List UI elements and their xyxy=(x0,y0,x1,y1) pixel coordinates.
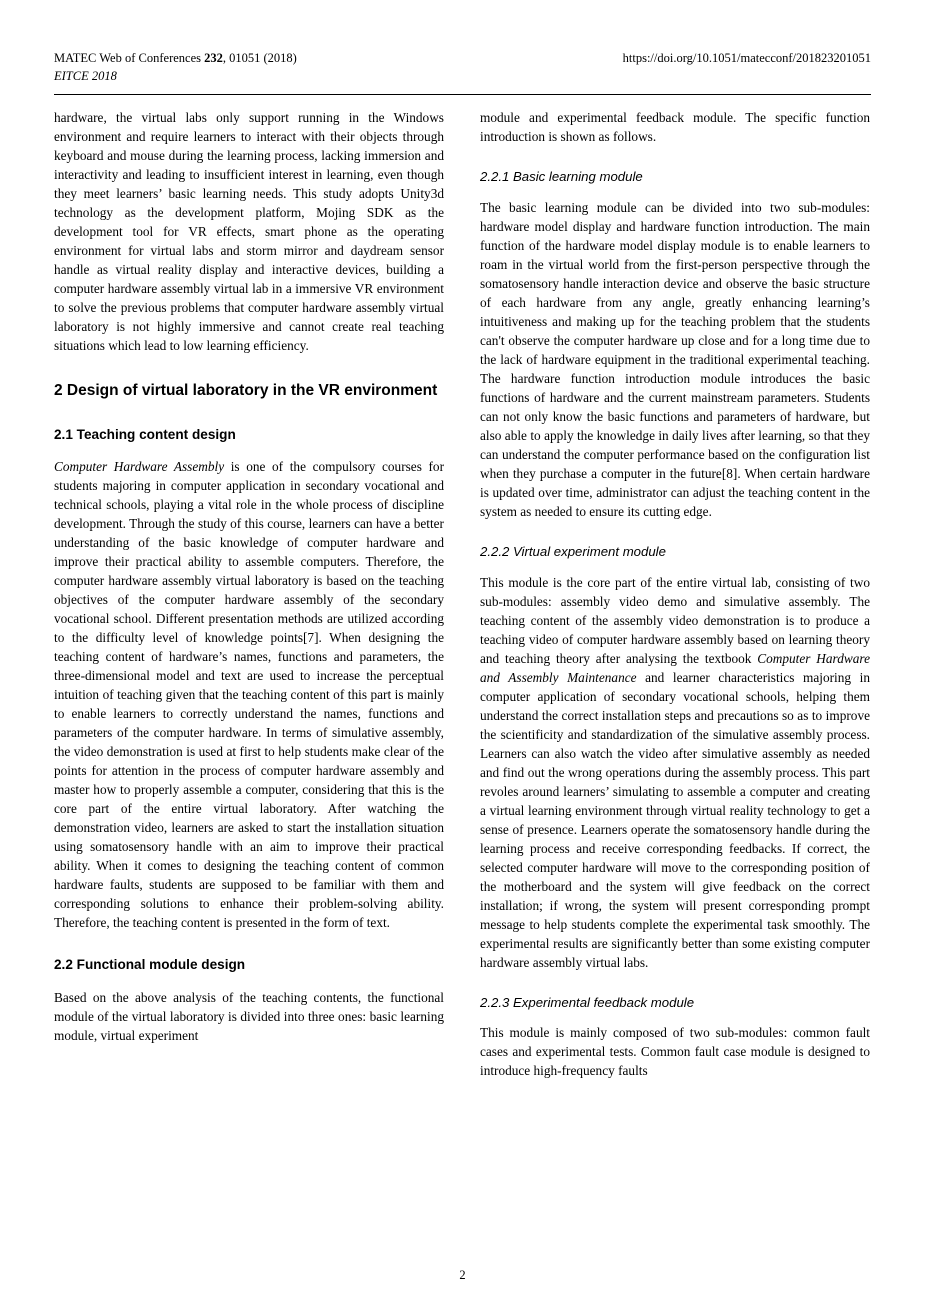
header-divider xyxy=(54,94,871,95)
section-heading-2: 2 Design of virtual laboratory in the VR environment xyxy=(54,382,438,399)
paragraph: hardware, the virtual labs only support running in the Windows environment and require learners to interact with their objects through keyboard and mouse during the learning process, lacking immersion and interactivity and leading to insufficient interest in learning, even though they meet learners’ basic learning needs. This study adopts Unity3d technology as the development platform, Mojing SDK as the development tool for VR effects, smart phone as the operating environment for virtual labs and storm mirror and daydream sensor handle as virtual reality display and interactive devices, building a computer hardware assembly virtual lab in a immersive VR environment to solve the previous problems that computer hardware assembly virtual laboratory is not highly immersive and cannot create real teaching situations which lead to low learning efficiency. xyxy=(54,110,444,353)
paragraph: The basic learning module can be divided into two sub-modules: hardware model display and hardware function introduction. The main function of the hardware model display module is to enable learners to roam in the virtual world from the first-person perspective through the somatosensory handle interaction device and observe the basic structure of each hardware from any angle, greatly enhancing learning’s intuitiveness and making up for the teaching problem that the students can't observe the computer hardware up close and for a long time due to the lack of hardware equipment in the traditional experimental teaching. The hardware function introduction module introduces the basic functions of hardware and the current mainstream parameters. Students can not only know the basic functions and parameters of hardware, but also able to apply the knowledge in daily lives after learning, so that they can understand the computer performance based on the configuration list when they purchase a computer in the future[8]. When certain hardware is updated over time, administrator can adjust the teaching content in the system as needed to ensure its cutting edge. xyxy=(480,199,870,519)
paragraph: module and experimental feedback module. The specific function introduction is shown as follows. xyxy=(480,110,870,144)
left-column xyxy=(54,108,444,1080)
journal-citation xyxy=(54,50,297,67)
paragraph-text: and learner characteristics majoring in computer application of secondary vocational schools, helping them understand the correct installation steps and precautions so as to improve the scientificity and standardization of the simulative assembly process. Learners can also watch the video after simulative assembly as needed and find out the wrong operations during the assembly process. This part revoles around learners’ simulating to assemble a computer and creating a virtual learning environment through virtual reality technology to get a sense of presence. Learners operate the somatosensory handle during the learning process and receive corresponding feedbacks. If correct, the selected computer hardware will move to the corresponding position of the motherboard and the system will give feedback on the correct installation; if wrong, the system will present corresponding prompt message to help students complete the experimental task smoothly. The experimental results are significantly better than some existing computer hardware assembly virtual labs. xyxy=(480,669,870,970)
page-header xyxy=(54,50,871,85)
subsubsection-heading-2-2-2: 2.2.2 Virtual experiment module xyxy=(480,543,666,559)
journal-article-info: , 01051 (2018) xyxy=(222,51,297,65)
book-title-italic: Computer Hardware Assembly xyxy=(54,459,225,475)
paragraph: Based on the above analysis of the teaching contents, the functional module of the virtual laboratory is divided into three ones: basic learning module, virtual experiment xyxy=(54,989,444,1043)
journal-title: MATEC Web of Conferences xyxy=(54,51,205,65)
right-column xyxy=(480,108,870,1080)
page-number: 2 xyxy=(459,1268,466,1282)
paragraph-text: This module is the core part of the entire virtual lab, consisting of two sub-modules: assembly video demo and simulative assembly. The teaching content of the assembly video demonstration is to produce a teaching video of computer hardware assembly based on learning theory and teaching theory after analysing the textbook xyxy=(480,574,870,666)
subsection-heading-2-2: 2.2 Functional module design xyxy=(54,957,246,973)
subsubsection-heading-2-2-1: 2.2.1 Basic learning module xyxy=(480,169,643,184)
journal-volume: 232 xyxy=(204,51,223,65)
header-left xyxy=(54,50,297,85)
subsubsection-heading-2-2-3: 2.2.3 Experimental feedback module xyxy=(480,994,695,1010)
paragraph xyxy=(480,573,870,972)
two-column-body xyxy=(54,108,871,1080)
doi-link[interactable]: https://doi.org/10.1051/matecconf/201823201051 xyxy=(622,51,871,65)
textbook-title-italic: Computer Hardware and Assembly Maintenance xyxy=(480,650,870,685)
paragraph xyxy=(54,457,444,932)
subsection-heading-2-1: 2.1 Teaching content design xyxy=(54,426,236,442)
paragraph: This module is mainly composed of two sub-modules: common fault cases and experimental tests. Common fault case module is designed to introduce high-frequency faults xyxy=(480,1025,870,1079)
conference-name: EITCE 2018 xyxy=(54,68,117,83)
paragraph-text: is one of the compulsory courses for students majoring in computer application in secondary vocational and technical schools, playing a vital role in the whole process of discipline development. Through the study of this course, learners can have a better understanding of the basic knowledge of computer hardware and improve their practical ability to assemble computers. Therefore, the computer hardware assembly virtual laboratory is based on the teaching objectives of the computer hardware assembly of the secondary vocational school. Different presentation methods are utilized according to the difficulty level of knowledge points[7]. When designing the teaching content of hardware’s names, functions and parameters, the three-dimensional model and text are used to increase the perceptual intuition of teaching given that the teaching content of this part is mainly to enable learners to correctly understand the names, functions and parameters of the computer hardware. In terms of simulative assembly, the video demonstration is used at first to help students make clear of the points for attention in the process of computer hardware assembly and master how to properly assemble a computer, considering that this is the core part of the entire virtual laboratory. After watching the demonstration video, learners are asked to start the installation situation using somatosensory handle with an aim to improve their practical ability. When it comes to designing the teaching content of common hardware faults, students are supposed to be familiar with them and corresponding solutions to enhance their problem-solving ability. Therefore, the teaching content is presented in the form of text. xyxy=(54,459,444,931)
